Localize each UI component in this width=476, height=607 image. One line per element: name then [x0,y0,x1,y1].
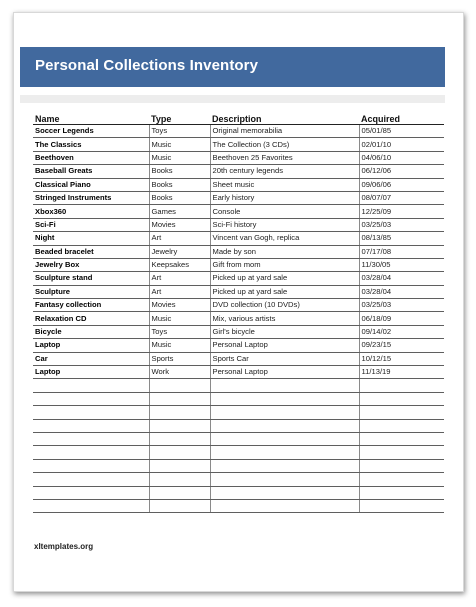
table-row [33,299,444,312]
cell-name-empty [33,499,149,512]
table-row [33,205,444,218]
cell-name: Sculpture [33,285,149,298]
cell-type: Books [149,165,210,178]
cell-acquired: 03/28/04 [359,272,444,285]
table-row [33,178,444,191]
cell-name: Soccer Legends [33,125,149,138]
cell-acquired: 03/25/03 [359,299,444,312]
column-header-name: Name [33,110,149,125]
table-row [33,138,444,151]
cell-type: Books [149,191,210,204]
cell-acquired-empty [359,499,444,512]
table-header-row [33,110,444,125]
cell-name: Classical Piano [33,178,149,191]
cell-name: The Classics [33,138,149,151]
cell-name-empty [33,432,149,445]
cell-description: Picked up at yard sale [210,285,359,298]
cell-name-empty [33,473,149,486]
cell-description: Vincent van Gogh, replica [210,232,359,245]
cell-description: Girl's bicycle [210,325,359,338]
cell-name: Laptop [33,366,149,379]
cell-acquired-empty [359,379,444,392]
cell-type: Art [149,272,210,285]
cell-description: Gift from mom [210,258,359,271]
cell-acquired: 03/25/03 [359,218,444,231]
cell-acquired: 06/12/06 [359,165,444,178]
cell-type-empty [149,419,210,432]
cell-description: Early history [210,191,359,204]
empty-table-row [33,446,444,459]
cell-acquired: 04/06/10 [359,151,444,164]
inventory-table [33,110,444,513]
empty-table-row [33,419,444,432]
empty-table-row [33,392,444,405]
cell-type-empty [149,473,210,486]
table-row [33,366,444,379]
cell-acquired-empty [359,473,444,486]
cell-description: Picked up at yard sale [210,272,359,285]
table-row [33,272,444,285]
table-row [33,245,444,258]
cell-name: Laptop [33,339,149,352]
cell-type: Toys [149,125,210,138]
cell-acquired: 08/07/07 [359,191,444,204]
cell-name: Sculpture stand [33,272,149,285]
cell-description: Sci-Fi history [210,218,359,231]
cell-type-empty [149,459,210,472]
cell-acquired-empty [359,446,444,459]
cell-type: Books [149,178,210,191]
cell-name: Car [33,352,149,365]
cell-description-empty [210,459,359,472]
cell-name: Fantasy collection [33,299,149,312]
table-row [33,191,444,204]
cell-name-empty [33,406,149,419]
cell-name-empty [33,379,149,392]
cell-type: Jewelry [149,245,210,258]
table-row [33,232,444,245]
cell-description: Console [210,205,359,218]
cell-acquired-empty [359,406,444,419]
table-row [33,258,444,271]
cell-type-empty [149,486,210,499]
cell-acquired: 09/14/02 [359,325,444,338]
cell-acquired: 09/23/15 [359,339,444,352]
cell-type: Art [149,232,210,245]
cell-acquired-empty [359,392,444,405]
empty-table-row [33,486,444,499]
cell-acquired: 06/18/09 [359,312,444,325]
cell-name: Jewelry Box [33,258,149,271]
cell-type-empty [149,379,210,392]
cell-name: Beaded bracelet [33,245,149,258]
cell-acquired-empty [359,432,444,445]
table-row [33,151,444,164]
table-row [33,312,444,325]
cell-name: Bicycle [33,325,149,338]
cell-description-empty [210,473,359,486]
empty-table-row [33,499,444,512]
cell-description-empty [210,379,359,392]
cell-type: Toys [149,325,210,338]
cell-description: Beethoven 25 Favorites [210,151,359,164]
cell-description-empty [210,419,359,432]
cell-type: Music [149,312,210,325]
cell-name-empty [33,446,149,459]
cell-type: Music [149,339,210,352]
cell-acquired: 11/13/19 [359,366,444,379]
cell-acquired-empty [359,459,444,472]
table-row [33,218,444,231]
cell-name-empty [33,486,149,499]
footer-source: xltemplates.org [34,542,94,551]
cell-description-empty [210,446,359,459]
cell-acquired: 02/01/10 [359,138,444,151]
title-banner [20,47,445,87]
cell-acquired-empty [359,486,444,499]
cell-description-empty [210,406,359,419]
cell-name: Relaxation CD [33,312,149,325]
cell-acquired: 10/12/15 [359,352,444,365]
cell-description-empty [210,432,359,445]
cell-description: Mix, various artists [210,312,359,325]
cell-type: Music [149,138,210,151]
table-row [33,285,444,298]
table-row [33,325,444,338]
cell-description: Personal Laptop [210,366,359,379]
cell-description-empty [210,392,359,405]
cell-acquired: 03/28/04 [359,285,444,298]
cell-type: Games [149,205,210,218]
empty-table-row [33,432,444,445]
cell-type: Music [149,151,210,164]
cell-acquired: 11/30/05 [359,258,444,271]
empty-table-row [33,406,444,419]
cell-acquired: 09/06/06 [359,178,444,191]
cell-type: Work [149,366,210,379]
cell-acquired: 07/17/08 [359,245,444,258]
cell-acquired: 12/25/09 [359,205,444,218]
cell-type-empty [149,392,210,405]
cell-description: DVD collection (10 DVDs) [210,299,359,312]
cell-name: Beethoven [33,151,149,164]
cell-type-empty [149,499,210,512]
table-row [33,339,444,352]
cell-name: Sci-Fi [33,218,149,231]
empty-table-row [33,379,444,392]
table-body [33,125,444,513]
cell-description-empty [210,499,359,512]
empty-table-row [33,473,444,486]
cell-acquired-empty [359,419,444,432]
cell-description: The Collection (3 CDs) [210,138,359,151]
cell-description: Made by son [210,245,359,258]
table-row [33,352,444,365]
document-title: Personal Collections Inventory [35,57,259,74]
cell-acquired: 05/01/85 [359,125,444,138]
cell-type: Movies [149,299,210,312]
cell-description: 20th century legends [210,165,359,178]
cell-name-empty [33,459,149,472]
cell-type-empty [149,432,210,445]
cell-name-empty [33,392,149,405]
cell-description: Personal Laptop [210,339,359,352]
cell-acquired: 08/13/85 [359,232,444,245]
header-divider-stripe [20,95,445,103]
cell-type: Keepsakes [149,258,210,271]
cell-type: Sports [149,352,210,365]
cell-description: Sports Car [210,352,359,365]
cell-description-empty [210,486,359,499]
cell-name: Stringed Instruments [33,191,149,204]
cell-type: Art [149,285,210,298]
column-header-description: Description [210,110,359,125]
cell-name: Baseball Greats [33,165,149,178]
cell-type: Movies [149,218,210,231]
column-header-type: Type [149,110,210,125]
cell-type-empty [149,446,210,459]
cell-name: Xbox360 [33,205,149,218]
cell-description: Original memorabilia [210,125,359,138]
table-row [33,165,444,178]
empty-table-row [33,459,444,472]
cell-type-empty [149,406,210,419]
column-header-acquired: Acquired [359,110,444,125]
cell-name: Night [33,232,149,245]
cell-description: Sheet music [210,178,359,191]
cell-name-empty [33,419,149,432]
table-row [33,125,444,138]
